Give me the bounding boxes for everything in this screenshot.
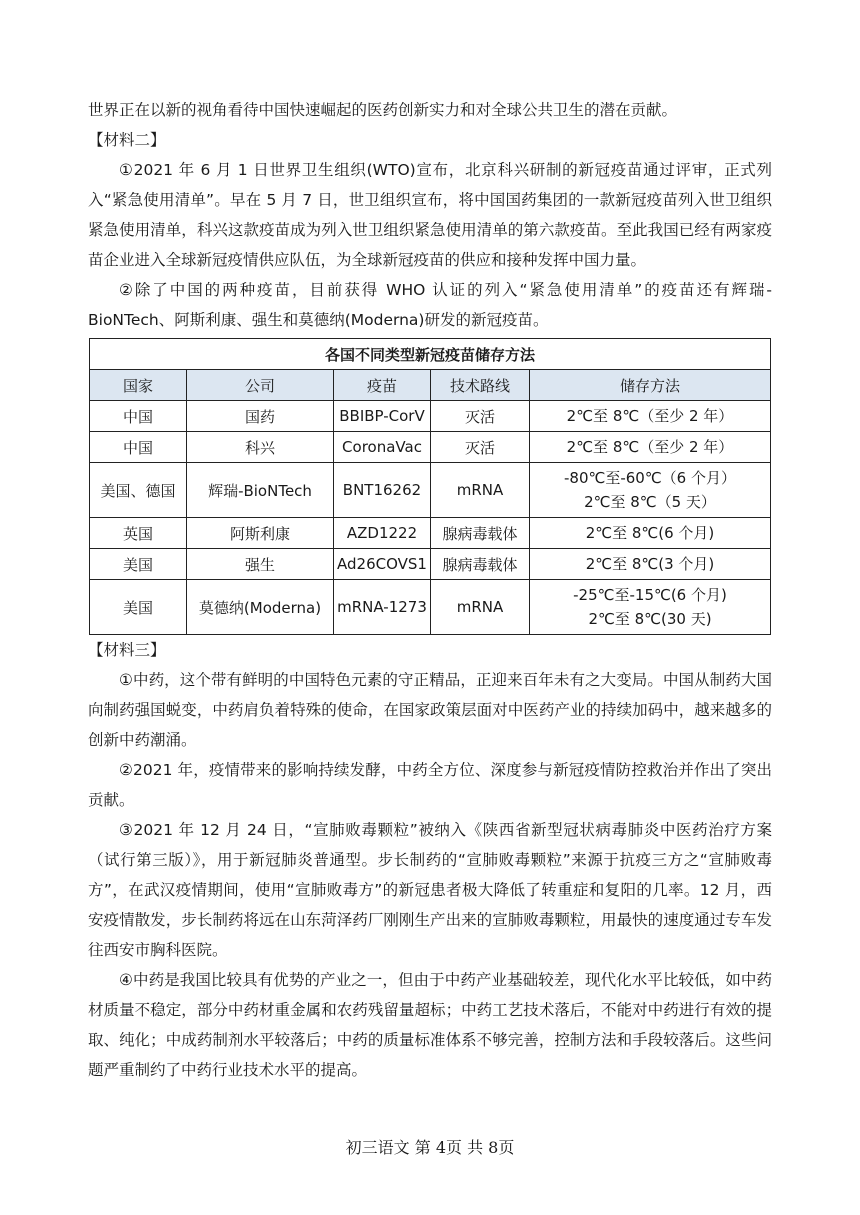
storage-line: -80℃至-60℃（6 个月） <box>563 469 736 487</box>
cell-route: 灭活 <box>431 432 530 463</box>
cell-storage <box>530 518 771 549</box>
cell-company: 莫德纳(Moderna) <box>187 580 334 635</box>
paragraph: ③2021 年 12 月 24 日，“宣肺败毒颗粒”被纳入《陕西省新型冠状病毒肺炎中医药治疗方案（试行第三版）》，用于新冠肺炎普通型。步长制药的“宣肺败毒颗粒”来源于抗疫三方之“宣肺败毒方”，在武汉疫情期间，使用“宣肺败毒方”的新冠患者极大降低了转重症和复阳的几率。12 月，西安疫情散发，步长制药将远在山东菏泽药厂刚刚生产出来的宣肺败毒颗粒，用最快的速度通过专车发往西安市胸科医院。 <box>88 821 772 959</box>
cell-company: 阿斯利康 <box>187 518 334 549</box>
table-row <box>90 518 771 549</box>
paragraph: ②除了中国的两种疫苗，目前获得 WHO 认证的列入“紧急使用清单”的疫苗还有辉瑞-BioNTech、阿斯利康、强生和莫德纳(Moderna)研发的新冠疫苗。 <box>88 281 772 329</box>
storage-line: -25℃至-15℃(6 个月) <box>573 586 727 604</box>
material-three-section <box>88 635 772 1085</box>
cell-storage <box>530 432 771 463</box>
page-footer: 初三语文 第 4页 共 8页 <box>345 1138 515 1157</box>
cell-route: mRNA <box>431 580 530 635</box>
table-row <box>90 549 771 580</box>
cell-country: 中国 <box>90 401 187 432</box>
storage-line: 2℃至 8℃（至少 2 年） <box>566 407 734 425</box>
cell-country: 美国、德国 <box>90 463 187 518</box>
cell-route: 腺病毒载体 <box>431 518 530 549</box>
cell-storage <box>530 401 771 432</box>
cell-company: 国药 <box>187 401 334 432</box>
cell-vaccine: AZD1222 <box>334 518 431 549</box>
paragraph: ④中药是我国比较具有优势的产业之一，但由于中药产业基础较差，现代化水平比较低，如中药材质量不稳定，部分中药材重金属和农药残留量超标；中药工艺技术落后，不能对中药进行有效的提取、纯化；中成药制剂水平较落后；中药的质量标准体系不够完善，控制方法和手段较落后。这些问题严重制约了中药行业技术水平的提高。 <box>88 971 772 1079</box>
table-header-row <box>90 370 771 401</box>
cell-vaccine: BNT16262 <box>334 463 431 518</box>
section-heading: 【材料二】 <box>88 131 166 149</box>
table-row <box>90 432 771 463</box>
cell-country: 英国 <box>90 518 187 549</box>
cell-vaccine: mRNA-1273 <box>334 580 431 635</box>
cell-route: mRNA <box>431 463 530 518</box>
header-country: 国家 <box>90 370 187 401</box>
storage-line: 2℃至 8℃(6 个月) <box>585 524 715 542</box>
table-row <box>90 463 771 518</box>
cell-storage <box>530 463 771 518</box>
table-row <box>90 580 771 635</box>
storage-line: 2℃至 8℃(30 天) <box>588 610 712 628</box>
cell-storage <box>530 549 771 580</box>
cell-route: 灭活 <box>431 401 530 432</box>
material-two-section <box>88 95 772 335</box>
storage-line: 2℃至 8℃（5 天） <box>584 493 716 511</box>
table-row <box>90 401 771 432</box>
cell-company: 科兴 <box>187 432 334 463</box>
section-heading: 世界正在以新的视角看待中国快速崛起的医药创新实力和对全球公共卫生的潜在贡献。 <box>88 101 678 119</box>
cell-vaccine: CoronaVac <box>334 432 431 463</box>
storage-line: 2℃至 8℃（至少 2 年） <box>566 438 734 456</box>
header-company: 公司 <box>187 370 334 401</box>
cell-storage <box>530 580 771 635</box>
cell-country: 美国 <box>90 549 187 580</box>
paragraph: ①2021 年 6 月 1 日世界卫生组织(WTO)宣布，北京科兴研制的新冠疫苗通过评审，正式列入“紧急使用清单”。早在 5 月 7 日，世卫组织宣布，将中国国药集团的一款新冠疫苗列入世卫组织紧急使用清单，科兴这款疫苗成为列入世卫组织紧急使用清单的第六款疫苗。至此我国已经有两家疫苗企业进入全球新冠疫情供应队伍，为全球新冠疫苗的供应和接种发挥中国力量。 <box>88 161 772 269</box>
page-content <box>88 95 772 1085</box>
section-heading: 【材料三】 <box>88 641 166 659</box>
paragraph: ②2021 年，疫情带来的影响持续发酵，中药全方位、深度参与新冠疫情防控救治并作出了突出贡献。 <box>88 761 772 809</box>
header-vaccine: 疫苗 <box>334 370 431 401</box>
header-route: 技术路线 <box>431 370 530 401</box>
cell-country: 中国 <box>90 432 187 463</box>
cell-country: 美国 <box>90 580 187 635</box>
vaccine-storage-table <box>89 338 771 635</box>
cell-company: 辉瑞-BioNTech <box>187 463 334 518</box>
paragraph: ①中药，这个带有鲜明的中国特色元素的守正精品，正迎来百年未有之大变局。中国从制药大国向制药强国蜕变，中药肩负着特殊的使命，在国家政策层面对中医药产业的持续加码中，越来越多的创新中药潮涌。 <box>88 671 772 749</box>
header-storage: 储存方法 <box>530 370 771 401</box>
table-body <box>90 401 771 635</box>
storage-line: 2℃至 8℃(3 个月) <box>585 555 715 573</box>
cell-vaccine: BBIBP-CorV <box>334 401 431 432</box>
cell-vaccine: Ad26COVS1 <box>334 549 431 580</box>
cell-route: 腺病毒载体 <box>431 549 530 580</box>
table-caption: 各国不同类型新冠疫苗储存方法 <box>90 339 771 370</box>
cell-company: 强生 <box>187 549 334 580</box>
